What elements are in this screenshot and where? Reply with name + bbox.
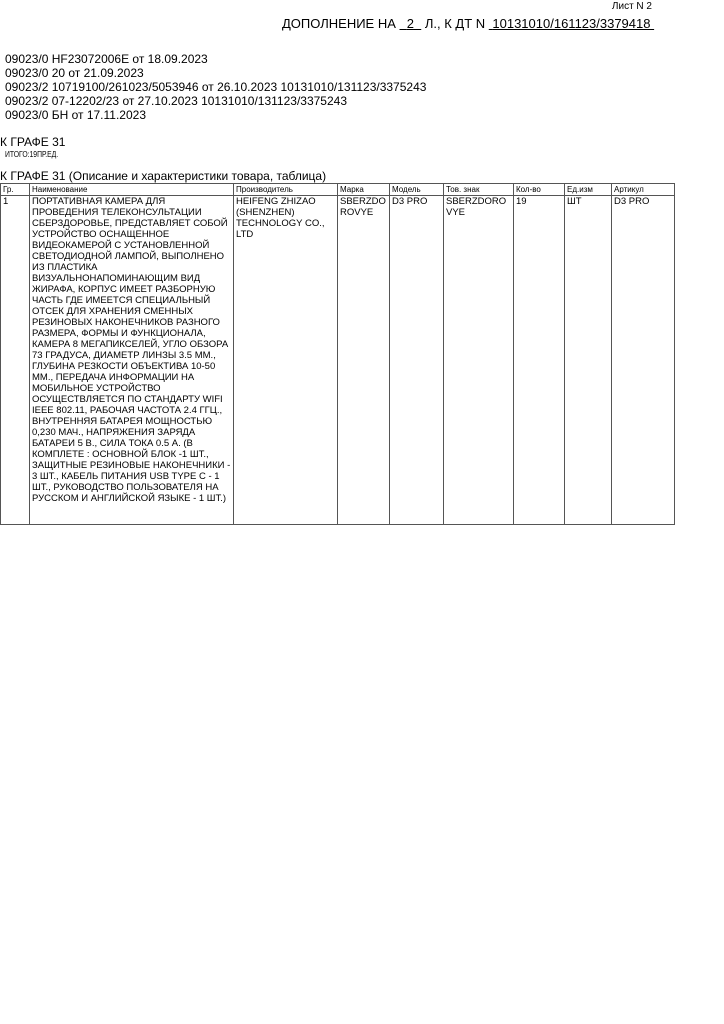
cell-name: ПОРТАТИВНАЯ КАМЕРА ДЛЯ ПРОВЕДЕНИЯ ТЕЛЕКОНСУЛЬТАЦИИ СБЕРЗДОРОВЬЕ, ПРЕДСТАВЛЯЕТ СОБОЙ УСТРОЙСТВО ОСНАЩЕННОЕ ВИДЕОКАМЕРОЙ С УСТАНОВЛЕННОЙ СВЕТОДИОДНОЙ ЛАМПОЙ, ВЫПОЛНЕНО ИЗ ПЛАСТИКА ВИЗУАЛЬНОНАПОМИНАЮЩИМ ВИД ЖИРАФА, КОРПУС ИМЕЕТ РАЗБОРНУЮ ЧАСТЬ ГДЕ ИМЕЕТСЯ СПЕЦИАЛЬНЫЙ ОТСЕК ДЛЯ ХРАНЕНИЯ СМЕННЫХ РЕЗИНОВЫХ НАКОНЕЧНИКОВ РАЗНОГО РАЗМЕРА, ФОРМЫ И ФУНКЦИОНАЛА, КАМЕРА 8 МЕГАПИКСЕЛЕЙ, УГЛО ОБЗОРА 73 ГРАДУСА, ДИАМЕТР ЛИНЗЫ 3.5 ММ., ГЛУБИНА РЕЗКОСТИ ОБЪЕКТИВА 10-50 ММ., ПЕРЕДАЧА ИНФОРМАЦИИ НА МОБИЛЬНОЕ УСТРОЙСТВО ОСУЩЕСТВЛЯЕТСЯ ПО СТАНДАРТУ WIFI IEEE 802.11, РАБОЧАЯ ЧАСТОТА 2.4 ГГЦ., ВНУТРЕННЯЯ БАТАРЕЯ МОЩНОСТЬЮ 0,230 МАЧ., НАПРЯЖЕНИЯ ЗАРЯДА БАТАРЕИ 5 В., СИЛА ТОКА 0.5 А. (В КОМПЛЕТЕ : ОСНОВНОЙ БЛОК -1 ШТ., ЗАЩИТНЫЕ РЕЗИНОВЫЕ НАКОНЕЧНИКИ - 3 ШТ., КАБЕЛЬ ПИТАНИЯ USB TYPE C - 1 ШТ., РУКОВОДСТВО ПОЛЬЗОВАТЕЛЯ НА РУССКОМ И АНГЛИЙСКОЙ ЯЗЫКЕ - 1 ШТ.) <box>30 196 234 525</box>
cell-brand: SBERZDOROVYE <box>338 196 390 525</box>
col-header-gr: Гр. <box>1 184 30 196</box>
cell-gr: 1 <box>1 196 30 525</box>
cell-producer: HEIFENG ZHIZAO (SHENZHEN) TECHNOLOGY CO., LTD <box>234 196 338 525</box>
col-header-article: Артикул <box>612 184 675 196</box>
document-line: 09023/2 07-12202/23 от 27.10.2023 10131010/131123/3375243 <box>5 94 347 108</box>
col-header-trademark: Тов. знак <box>444 184 514 196</box>
document-line: 09023/0 БН от 17.11.2023 <box>5 108 146 122</box>
header-middle: Л., К ДТ N <box>424 16 486 31</box>
col-header-brand: Марка <box>338 184 390 196</box>
cell-article: D3 PRO <box>612 196 675 525</box>
document-header <box>282 16 654 31</box>
goods-table <box>0 183 675 525</box>
cell-unit: ШТ <box>565 196 612 525</box>
total-units: ИТОГО:19ПР.ЕД. <box>5 150 59 159</box>
documents-list <box>5 52 426 122</box>
table-row <box>1 196 675 525</box>
grafa-31-table-title: К ГРАФЕ 31 (Описание и характеристики товара, таблица) <box>0 169 327 183</box>
cell-model: D3 PRO <box>390 196 444 525</box>
document-line: 09023/2 10719100/261023/5053946 от 26.10.2023 10131010/131123/3375243 <box>5 80 427 94</box>
cell-trademark: SBERZDOROVYE <box>444 196 514 525</box>
dt-number: 10131010/161123/3379418 <box>492 16 651 31</box>
col-header-name: Наименование <box>30 184 234 196</box>
col-header-producer: Производитель <box>234 184 338 196</box>
sheet-number: Лист N 2 <box>611 1 652 12</box>
col-header-model: Модель <box>390 184 444 196</box>
grafa-31-title: К ГРАФЕ 31 <box>0 135 66 149</box>
sheets-count: 2 <box>406 16 414 31</box>
cell-qty: 19 <box>514 196 565 525</box>
document-line: 09023/0 HF23072006E от 18.09.2023 <box>5 52 208 66</box>
col-header-unit: Ед.изм <box>565 184 612 196</box>
col-header-qty: Кол-во <box>514 184 565 196</box>
table-header-row <box>1 184 675 196</box>
header-prefix: ДОПОЛНЕНИЕ НА <box>282 16 396 31</box>
document-line: 09023/0 20 от 21.09.2023 <box>5 66 144 80</box>
